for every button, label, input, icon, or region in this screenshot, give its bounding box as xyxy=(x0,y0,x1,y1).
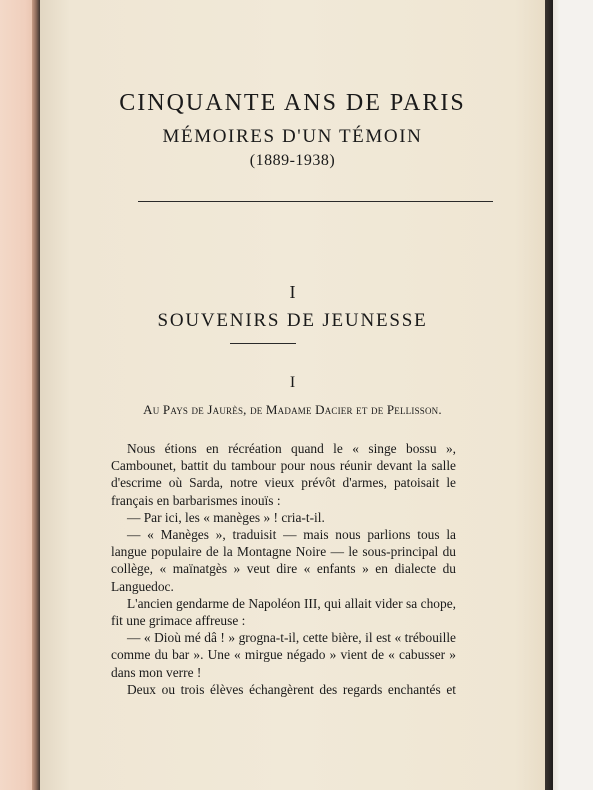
part-number: I xyxy=(289,282,296,302)
part-divider xyxy=(230,343,296,344)
book-subtitle: MÉMOIRES D'UN TÉMOIN xyxy=(162,126,423,147)
paragraph: Deux ou trois élèves échangèrent des regards enchantés et xyxy=(127,681,456,697)
paragraph: — « Manèges », traduisit — mais nous parlions tous la langue populaire de la Montagne Noire — le sous-principal du collège, « maïnatgès » veut dire « enfants » en dialecte du Languedoc. xyxy=(111,527,456,594)
part-title: SOUVENIRS DE JEUNESSE xyxy=(157,310,428,331)
paragraph: — « Dioù mé dâ ! » grogna-t-il, cette bière, il est « trébouille comme du bar ». Une « mirgue négado » vient de « cabusser » dans mon verre ! xyxy=(111,630,456,680)
paragraph: Nous étions en récréation quand le « singe bossu », Cambounet, battit du tambour pour nous réunir devant la salle d'escrime où Sarda, notre vieux prévôt d'armes, patoisait le français en barbarismes inouïs : xyxy=(111,441,456,508)
book-cover-edge xyxy=(545,0,553,790)
paragraph: — Par ici, les « manèges » ! cria-t-il. xyxy=(127,509,325,525)
title-divider xyxy=(138,201,493,202)
book-gutter xyxy=(32,0,40,790)
book-years: (1889-1938) xyxy=(249,152,336,169)
paragraph: L'ancien gendarme de Napoléon III, qui allait vider sa chope, fit une grimace affreuse : xyxy=(111,595,456,629)
body-text xyxy=(111,440,456,698)
section-number: I xyxy=(289,374,296,391)
section-title: Au Pays de Jaurès, de Madame Dacier et de Pellisson. xyxy=(143,402,442,417)
book-page xyxy=(40,0,545,790)
book-title: CINQUANTE ANS DE PARIS xyxy=(119,90,466,116)
